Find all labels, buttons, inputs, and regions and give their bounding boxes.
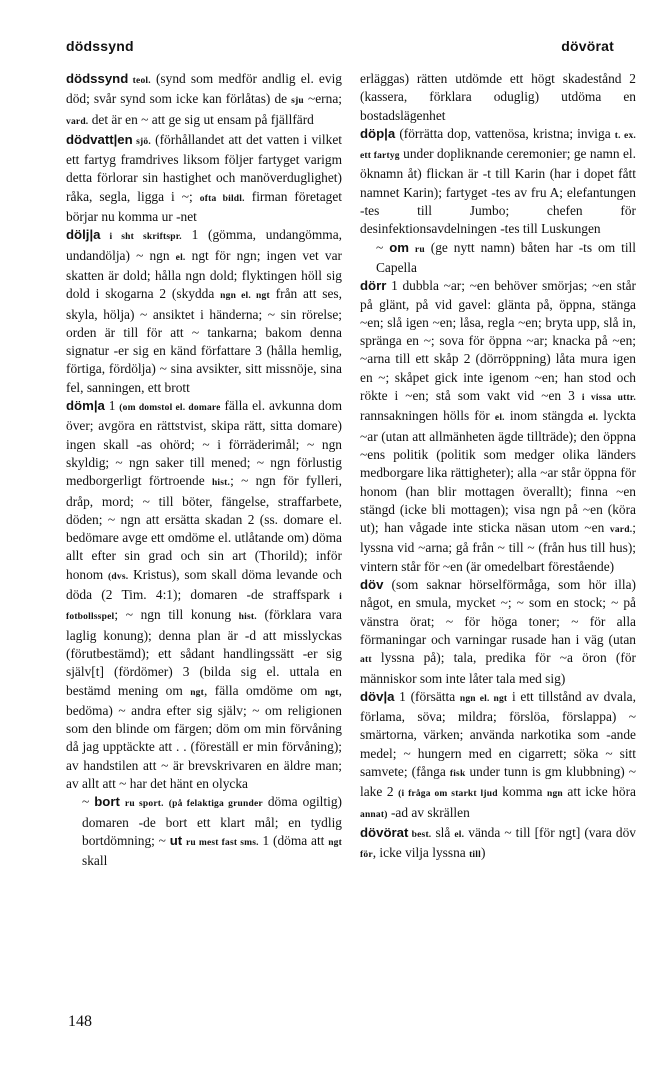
entry-text: ~	[376, 239, 390, 255]
entry-text: att icke höra	[562, 784, 636, 800]
abbreviation: i sht skriftspr.	[100, 232, 182, 243]
abbreviation: (dvs.	[108, 571, 129, 582]
entry-text: 1 (försätta	[394, 688, 460, 704]
entry-text: )	[480, 845, 486, 861]
dictionary-entry	[360, 125, 636, 239]
headword: bort	[94, 794, 120, 810]
entry-text: (som saknar hörselförmåga, som hör illa) något, en smula, mycket ~; ~ som en stock; ~ på vänstra örat; ~ för höga toner; ~ för alla förmaningar och varningar rusade han i väg (utan	[360, 577, 636, 647]
abbreviation: best.	[408, 829, 432, 840]
dictionary-entry	[66, 226, 342, 397]
headword: om	[389, 239, 409, 255]
entry-text: rannsakningen hölls för	[360, 408, 495, 424]
entry-text: (förklara vara laglig konung); denna plan är -d att misslyckas (förutbestämd); ett sådant handlingssätt -er sig själv[t] (fördömer) 3 (bilda sig el. uttala en bestämd mening om	[66, 607, 342, 698]
entry-text: -ad av skrällen	[387, 804, 470, 820]
dictionary-entry	[66, 70, 342, 131]
abbreviation: ngt	[324, 687, 339, 698]
entry-text: (förhållandet att det vatten i vilket ett fartyg framdrives liksom följer fartyget varigm detta förlorar sin hastighet och manöverduglighet) råka, segla, ligga i ~;	[66, 131, 342, 204]
running-header-left: dödssynd	[66, 38, 134, 54]
abbreviation: ofta bildl.	[199, 193, 245, 204]
entry-text: lyssna på); tala, predika för ~a öron (för människor som inte låter tala med sig)	[360, 650, 636, 686]
entry-text: (synd som medför andlig el. evig död; svår synd som icke kan förlåtas) de	[66, 71, 342, 107]
abbreviation: t. ex. ett fartyg	[360, 130, 636, 162]
headword: döp|a	[360, 125, 396, 141]
entry-text: i ett tillstånd av dvala, förlama, söva; mildra; förslöa, förslappa) ~ smärtorna, värken; använda narkotika som -ande medel; ~ hungern med en cigarrett; söka ~ sitt samvete; (fånga	[360, 688, 636, 779]
entry-text: , fälla omdöme om	[204, 682, 325, 698]
dictionary-entry	[66, 131, 342, 226]
headword: döv|a	[360, 688, 395, 704]
abbreviation: (i fråga om starkt ljud	[398, 789, 498, 800]
entry-text: döma ogiltig) domaren -de bort ett klart mål; en tydlig bortdömning; ~	[82, 794, 342, 848]
abbreviation: vard.	[609, 525, 633, 536]
abbreviation: el.	[454, 829, 465, 840]
headword: dödssynd	[66, 71, 129, 86]
entry-text: inom stängda	[504, 408, 589, 424]
headword: dörr	[360, 278, 387, 294]
running-header-right: dövörat	[561, 38, 614, 54]
entry-text: lyckta ~ar (utan att allmänheten ägde tillträde); den öppna ~ens politik (politik som medger olika länders medborgare lika rättigheter); alla ~ar står öppna för honom (han blir mottagen överallt); finna ~en stängd (icke bli mottagen); visa ngn på ~en (köra ut); han vågade inte sticka näsan utom ~en	[360, 408, 636, 536]
entry-text: 1 dubbla ~ar; ~en behöver smörjas; ~en står på glänt, på vid gavel: glänta på, öppna, stänga ~en; slå igen ~en; låsa, regla ~en; bryta upp, slå in, spränga en ~; sova för öppna ~ar; knacka på ~en; ~arna till ett skåp 2 (dörröppning) låta mura igen en ~; skåpet gick inte igenom ~en; han stod och rökte i ~en; stå som vakt vid ~en 3	[360, 278, 636, 404]
entry-text: ; lyssna vid ~arna; gå från ~ till ~ (från hus till hus); vintern står för ~en (är omedelbart förestående)	[360, 520, 636, 574]
entry-text: Kristus), som skall döma levande och döda (2 Tim. 4:1); domaren -de straffspark	[66, 566, 342, 603]
abbreviation: i fotbollsspel	[66, 592, 342, 623]
abbreviation: hist.	[211, 478, 231, 489]
abbreviation: sjö.	[132, 136, 151, 147]
abbreviation: hist.	[238, 612, 257, 623]
abbreviation: annat)	[360, 809, 388, 820]
abbreviation: för	[360, 850, 373, 861]
left-column	[66, 70, 342, 870]
abbreviation: (om domstol el. domare	[119, 403, 221, 414]
headword: ut	[169, 832, 183, 848]
entry-text: ngt för ngn; ingen vet var skatten är dold; hålla ngn dold; flyktingen höll sig dold i skogarna 2 (skydda	[66, 247, 342, 302]
abbreviation: ru sport.	[124, 799, 164, 810]
entry-text: under tunn is gm klubbning) ~ lake 2	[360, 763, 637, 800]
entry-text: (förrätta dop, vattenösa, kristna; inviga	[395, 125, 615, 141]
dictionary-entry	[360, 70, 636, 125]
entry-text: ; ~ ngn för fylleri, dråp, mord; ~ till böter, fängelse, straffarbete, döden; ~ ngn att ersätta skadan 2 (ss. domare el. bedömare avge ett omdöme el. utlåtande om) döma allt efter sin grad och sin art (Thorild); inför honom	[66, 473, 342, 582]
entry-text: ~erna;	[303, 91, 342, 107]
abbreviation: ru	[414, 244, 425, 255]
headword: dövörat	[360, 824, 409, 840]
abbreviation: ru mest fast sms.	[185, 837, 259, 848]
abbreviation: ngn	[546, 789, 563, 800]
entry-text: 1	[104, 398, 120, 414]
right-column	[360, 70, 636, 864]
entry-text: komma	[497, 784, 547, 800]
entry-text: under dopliknande ceremonier; ge namn el. öknamn åt) flickan är -t till Karin (har i dopet fått namnet Karin); fartyget -tes av fru A; elefantungen -tes till Jumbo; chefen för desinfektionsavdelningen -tes till Luskungen	[360, 146, 637, 237]
abbreviation: ngt	[190, 687, 204, 698]
abbreviation: ngt	[328, 837, 342, 848]
entry-text: erläggas) rätten utdömde ett högt skadestånd 2 (kassera, förklara oduglig) utdöma en bostadslägenhet	[360, 71, 636, 123]
abbreviation: el.	[494, 413, 505, 424]
entry-text: 1 (gömma, undangömma, undandölja) ~ ngn	[66, 227, 342, 263]
dictionary-entry	[360, 688, 636, 824]
dictionary-entry	[66, 397, 342, 793]
abbreviation: el.	[588, 413, 599, 424]
dictionary-entry	[360, 576, 636, 688]
headword: döv	[360, 577, 384, 593]
entry-text: (ge nytt namn) båten har -ts om till Capella	[376, 239, 636, 275]
headword: dödvatt|en	[66, 131, 133, 147]
abbreviation: vard.	[66, 116, 89, 127]
entry-text: , bedöma) ~ andra efter sig själv; ~ om religionen som den blinde om färgen; döm om min förvåning då jag upptäckte att . . (föreställ er min förvåning); av handstilen att ~ är brevskrivaren en äldre man; av allt att ~ har det hänt en olycka	[66, 682, 342, 791]
headword: dölj|a	[66, 227, 101, 243]
sub-entry	[66, 793, 342, 870]
entry-text: slå	[431, 824, 455, 840]
headword: döm|a	[66, 398, 105, 414]
entry-text: firman företaget börjar nu komma ur -net	[66, 188, 343, 225]
abbreviation: sju	[291, 96, 304, 107]
abbreviation: att	[360, 655, 372, 666]
entry-text: skall	[82, 853, 108, 869]
entry-text: ~	[82, 794, 95, 810]
abbreviation: till	[469, 850, 481, 861]
abbreviation: teol.	[128, 76, 151, 86]
abbreviation: el.	[175, 252, 186, 263]
entry-text: från att ses, skyla, hölja) ~ ansiktet i händerna; ~ sin rörelse; orden är till för att ~ tankarna; bakom denna signatur -er sig en känd författare 3 (hålla hemlig, förtiga, fördölja) ~ sina avsikter, sitt missnöje, sina fel, sanningen, ett brott	[66, 286, 342, 395]
entry-text: ; ~ ngn till konung	[114, 607, 239, 623]
entry-text: fälla el. avkunna dom över; avgöra en rättstvist, skipa rätt, sitta domare) ingen skall -as ohörd; ~ i förräderimål; ~ ngn skyldig; ~ ngn saker till mened; ~ ngn förlustig medborgerligt förtroende	[66, 398, 342, 489]
abbreviation: ngn el. ngt	[459, 693, 508, 704]
abbreviation: i vissa uttr.	[581, 393, 636, 404]
sub-entry	[360, 239, 636, 278]
entry-text: 1 (döma att	[258, 832, 329, 848]
entry-text: , icke vilja lyssna	[372, 845, 470, 861]
abbreviation: (på felaktiga grunder	[168, 799, 263, 810]
dictionary-entry	[360, 824, 636, 865]
abbreviation: fisk	[449, 768, 466, 779]
dictionary-entry	[360, 277, 636, 576]
entry-text: det är en ~ att ge sig ut ensam på fjällfärd	[88, 111, 314, 127]
page-number: 148	[68, 1013, 92, 1030]
abbreviation: ngn el. ngt	[220, 291, 270, 302]
entry-text: vända ~ till [för ngt] (vara döv	[464, 824, 636, 840]
